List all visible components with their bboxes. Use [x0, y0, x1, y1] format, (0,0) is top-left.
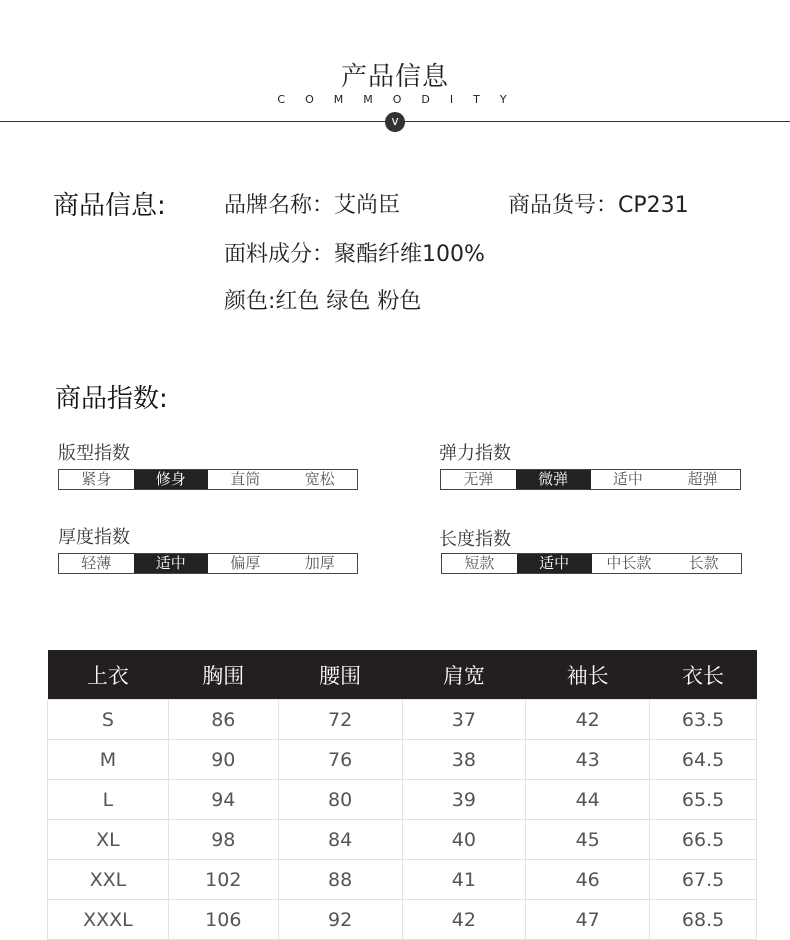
scale-option: 长款 [688, 554, 719, 572]
elasticity-index-scale [440, 469, 741, 490]
length-index-scale [441, 553, 742, 574]
scale-option: 偏厚 [230, 554, 261, 572]
scale-option: 紧身 [81, 470, 112, 488]
measurement-cell: 68.5 [650, 900, 757, 940]
length-index-label: 长度指数 [439, 529, 511, 550]
fit-index-label: 版型指数 [58, 443, 130, 464]
measurement-cell: 41 [402, 860, 526, 900]
scale-option: 加厚 [304, 554, 335, 572]
measurement-cell: 38 [402, 740, 526, 780]
table-header-row [48, 650, 757, 700]
column-header: 胸围 [168, 650, 278, 700]
measurement-cell: 45 [526, 820, 650, 860]
scale-option: 中长款 [606, 554, 652, 572]
measurement-cell: 67.5 [650, 860, 757, 900]
scale-option: 短款 [464, 554, 495, 572]
scale-option: 无弹 [463, 470, 494, 488]
table-row [48, 700, 757, 740]
measurement-cell: 40 [402, 820, 526, 860]
measurement-cell: 65.5 [650, 780, 757, 820]
scale-option: 宽松 [304, 470, 335, 488]
product-index-title: 商品指数: [55, 384, 168, 414]
brand-name: 品牌名称：艾尚臣 [224, 193, 401, 218]
page-subtitle: COMMODITY [277, 93, 527, 106]
measurement-cell: 98 [168, 820, 278, 860]
scale-option: 轻薄 [81, 554, 112, 572]
measurement-cell: 92 [278, 900, 402, 940]
scale-option: 适中 [612, 470, 643, 488]
measurement-cell: 39 [402, 780, 526, 820]
thickness-index-scale [58, 553, 358, 574]
thickness-index-label: 厚度指数 [58, 527, 130, 548]
measurement-cell: 88 [278, 860, 402, 900]
measurement-cell: 90 [168, 740, 278, 780]
elasticity-index-label: 弹力指数 [439, 443, 511, 464]
size-table [47, 650, 757, 940]
scale-option-selected: 适中 [134, 554, 209, 573]
size-cell: XXXL [48, 900, 169, 940]
chevron-down-icon: v [385, 112, 405, 132]
material-composition: 面料成分：聚酯纤维100% [224, 242, 485, 267]
measurement-cell: 64.5 [650, 740, 757, 780]
measurement-cell: 37 [402, 700, 526, 740]
measurement-cell: 86 [168, 700, 278, 740]
measurement-cell: 63.5 [650, 700, 757, 740]
size-cell: S [48, 700, 169, 740]
table-row [48, 740, 757, 780]
measurement-cell: 94 [168, 780, 278, 820]
measurement-cell: 44 [526, 780, 650, 820]
measurement-cell: 76 [278, 740, 402, 780]
size-cell: XL [48, 820, 169, 860]
fit-index-scale [58, 469, 358, 490]
measurement-cell: 47 [526, 900, 650, 940]
item-number: 商品货号：CP231 [508, 193, 689, 218]
column-header: 衣长 [650, 650, 757, 700]
column-header: 上衣 [48, 650, 169, 700]
size-cell: XXL [48, 860, 169, 900]
table-row [48, 860, 757, 900]
measurement-cell: 46 [526, 860, 650, 900]
measurement-cell: 106 [168, 900, 278, 940]
scale-option-selected: 微弹 [516, 470, 591, 489]
table-row [48, 820, 757, 860]
measurement-cell: 42 [402, 900, 526, 940]
size-cell: L [48, 780, 169, 820]
table-row [48, 780, 757, 820]
measurement-cell: 42 [526, 700, 650, 740]
available-colors: 颜色:红色 绿色 粉色 [224, 289, 422, 314]
column-header: 肩宽 [402, 650, 526, 700]
measurement-cell: 84 [278, 820, 402, 860]
table-row [48, 900, 757, 940]
measurement-cell: 80 [278, 780, 402, 820]
scale-option-selected: 修身 [134, 470, 209, 489]
scale-option-selected: 适中 [517, 554, 592, 573]
product-info-title: 商品信息: [53, 191, 166, 221]
measurement-cell: 102 [168, 860, 278, 900]
scale-option: 超弹 [687, 470, 718, 488]
size-cell: M [48, 740, 169, 780]
measurement-cell: 66.5 [650, 820, 757, 860]
measurement-cell: 43 [526, 740, 650, 780]
scale-option: 直筒 [230, 470, 261, 488]
page-title: 产品信息 [340, 62, 449, 92]
measurement-cell: 72 [278, 700, 402, 740]
column-header: 腰围 [278, 650, 402, 700]
column-header: 袖长 [526, 650, 650, 700]
